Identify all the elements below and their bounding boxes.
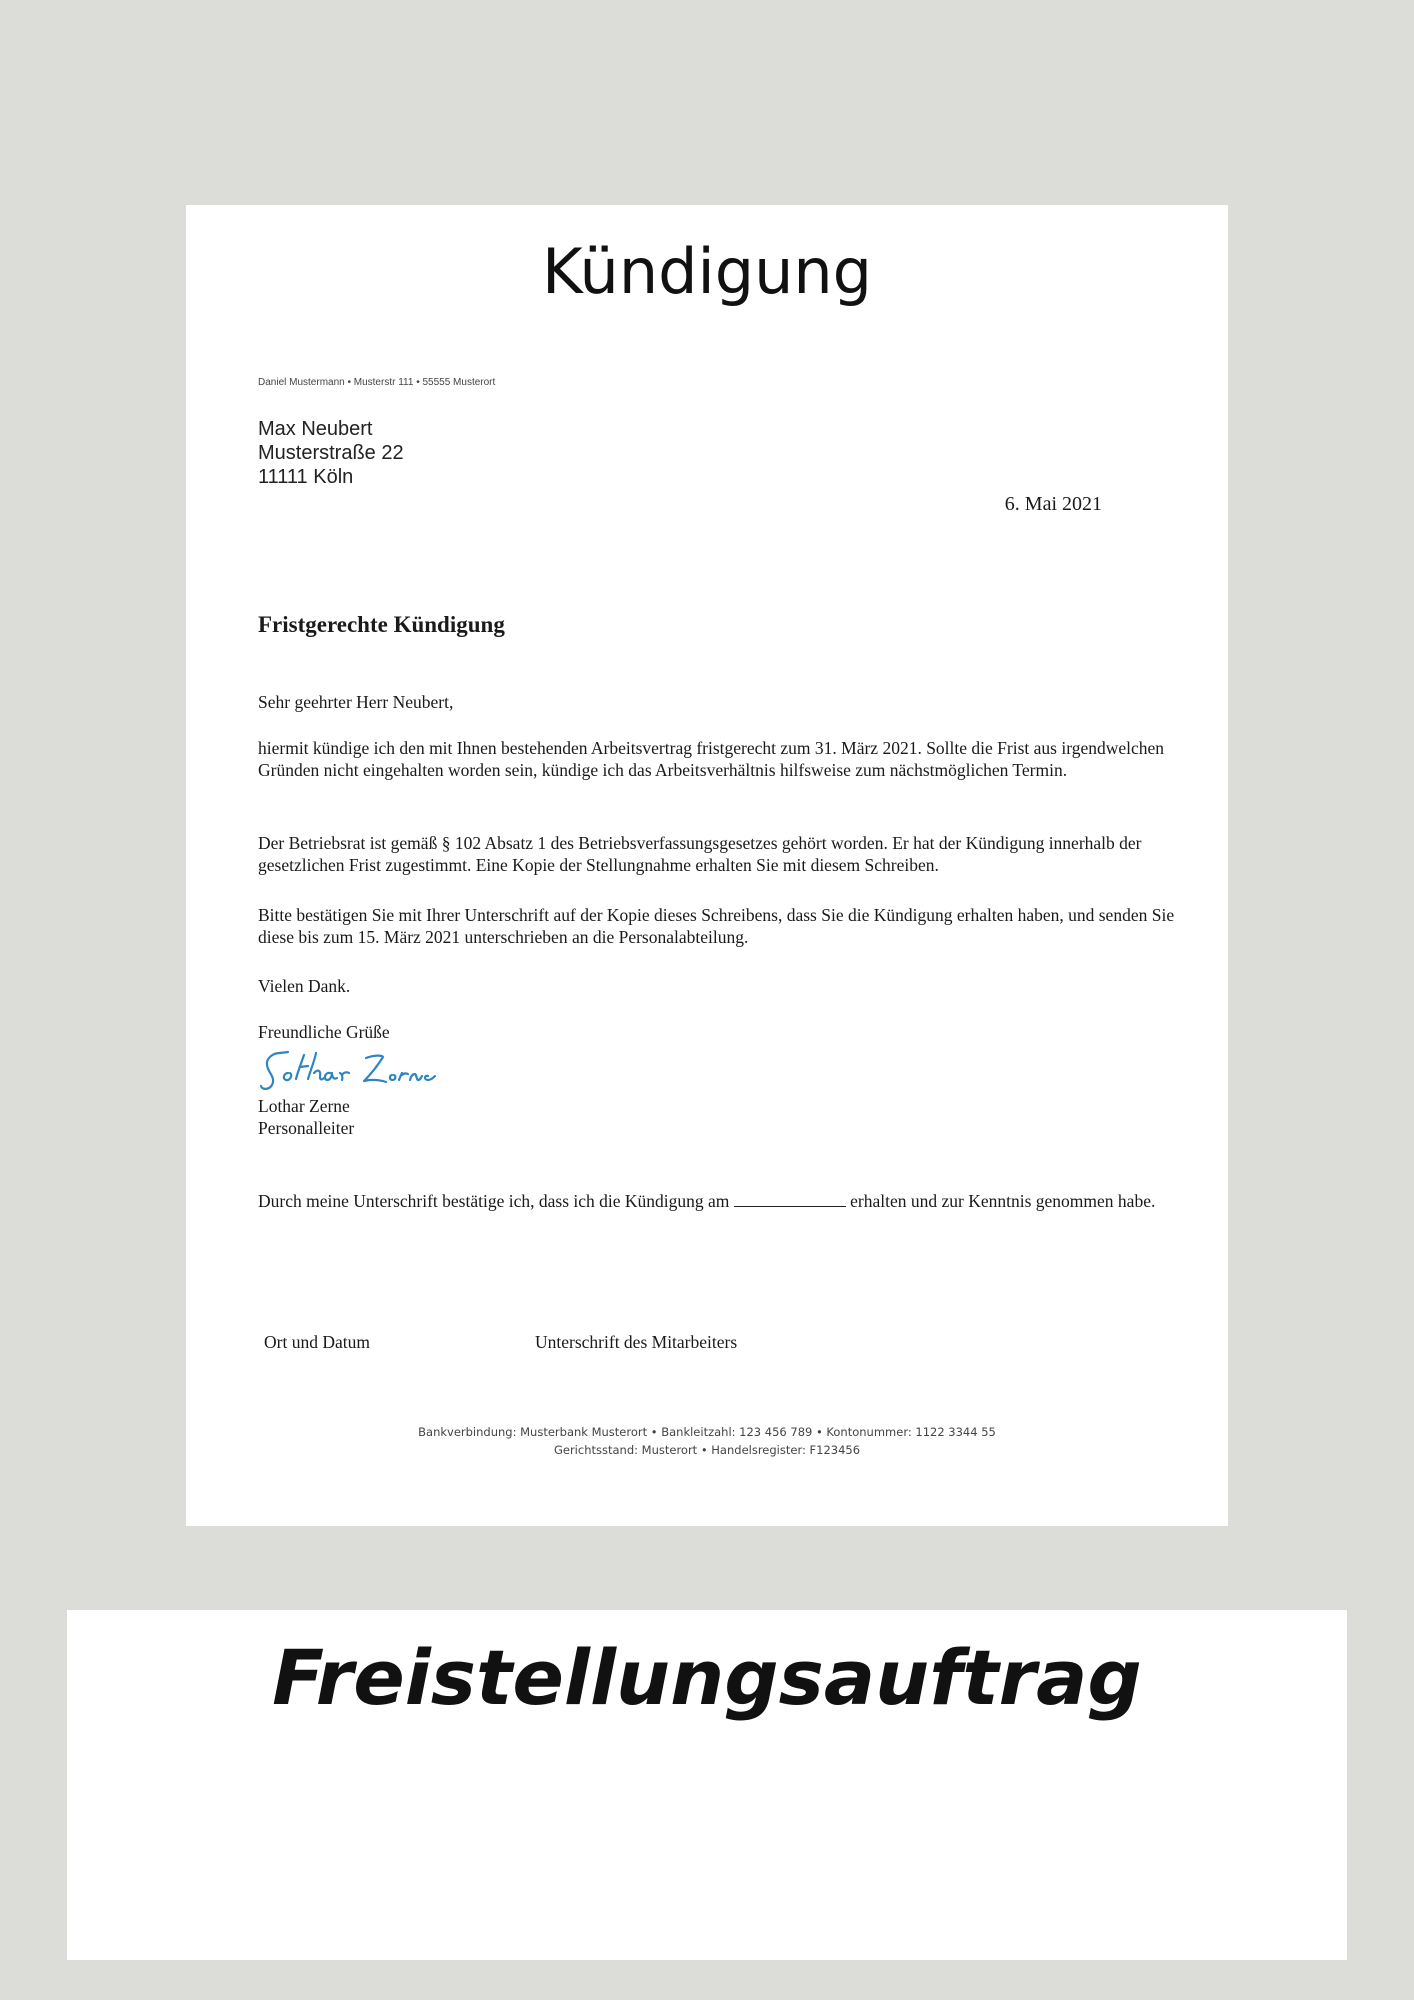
signer-title: Personalleiter <box>258 1118 355 1138</box>
confirmation-text-start: Durch meine Unterschrift bestätige ich, dass ich die Kündigung am <box>258 1191 730 1211</box>
body-paragraph: Der Betriebsrat ist gemäß § 102 Absatz 1 des Betriebsverfassungsgesetzes gehört worden. Er hat der Kündigung innerhalb der gesetzlichen Frist zugestimmt. Eine Kopie der Stellungnahme erhalten Sie mit diesem Schreiben. <box>258 833 1142 875</box>
body-paragraph: hiermit kündige ich den mit Ihnen bestehenden Arbeitsvertrag fristgerecht zum 31. März 2021. Sollte die Frist aus irgendwelchen Gründen nicht eingehalten worden sein, kündige ich das Arbeitsverhältnis hilfsweise zum nächstmöglichen Termin. <box>258 738 1165 780</box>
recipient-city: 11111 Köln <box>258 466 354 488</box>
recipient-name: Max Neubert <box>258 418 373 440</box>
letter-date: 6. Mai 2021 <box>1004 493 1102 515</box>
sender-address-line: Daniel Mustermann • Musterstr 111 • 55555 Musterort <box>258 377 496 388</box>
next-document-card <box>67 1610 1347 1960</box>
next-document-title: Freistellungsauftrag <box>272 1633 1142 1722</box>
card-title: Kündigung <box>541 235 873 308</box>
recipient-address <box>258 417 404 489</box>
body-paragraph: Bitte bestätigen Sie mit Ihrer Unterschrift auf der Kopie dieses Schreibens, dass Sie die Kündigung erhalten haben, und senden Sie diese bis zum 15. März 2021 unterschrieben an die Personalabteilung. <box>258 905 1175 947</box>
place-date-label: Ort und Datum <box>264 1332 370 1352</box>
footer-register-details: Gerichtsstand: Musterort • Handelsregister: F123456 <box>553 1443 861 1457</box>
date-blank-line <box>734 1192 846 1207</box>
signer-block <box>258 1095 354 1139</box>
closing-line: Freundliche Grüße <box>258 1022 390 1042</box>
handwritten-signature <box>258 1043 448 1095</box>
salutation: Sehr geehrter Herr Neubert, <box>258 692 454 712</box>
footer-bank-details: Bankverbindung: Musterbank Musterort • Bankleitzahl: 123 456 789 • Kontonummer: 1122 3344 55 <box>418 1425 996 1439</box>
signer-name: Lothar Zerne <box>258 1096 350 1116</box>
confirmation-text-end: erhalten und zur Kenntnis genommen habe. <box>850 1191 1156 1211</box>
thanks-line: Vielen Dank. <box>258 976 351 996</box>
letter-footer <box>186 1423 1228 1459</box>
recipient-street: Musterstraße 22 <box>258 442 404 464</box>
letter-subject: Fristgerechte Kündigung <box>258 612 505 637</box>
letter-preview-card <box>186 205 1228 1526</box>
employee-signature-label: Unterschrift des Mitarbeiters <box>535 1332 738 1352</box>
confirmation-statement <box>258 1190 1188 1212</box>
